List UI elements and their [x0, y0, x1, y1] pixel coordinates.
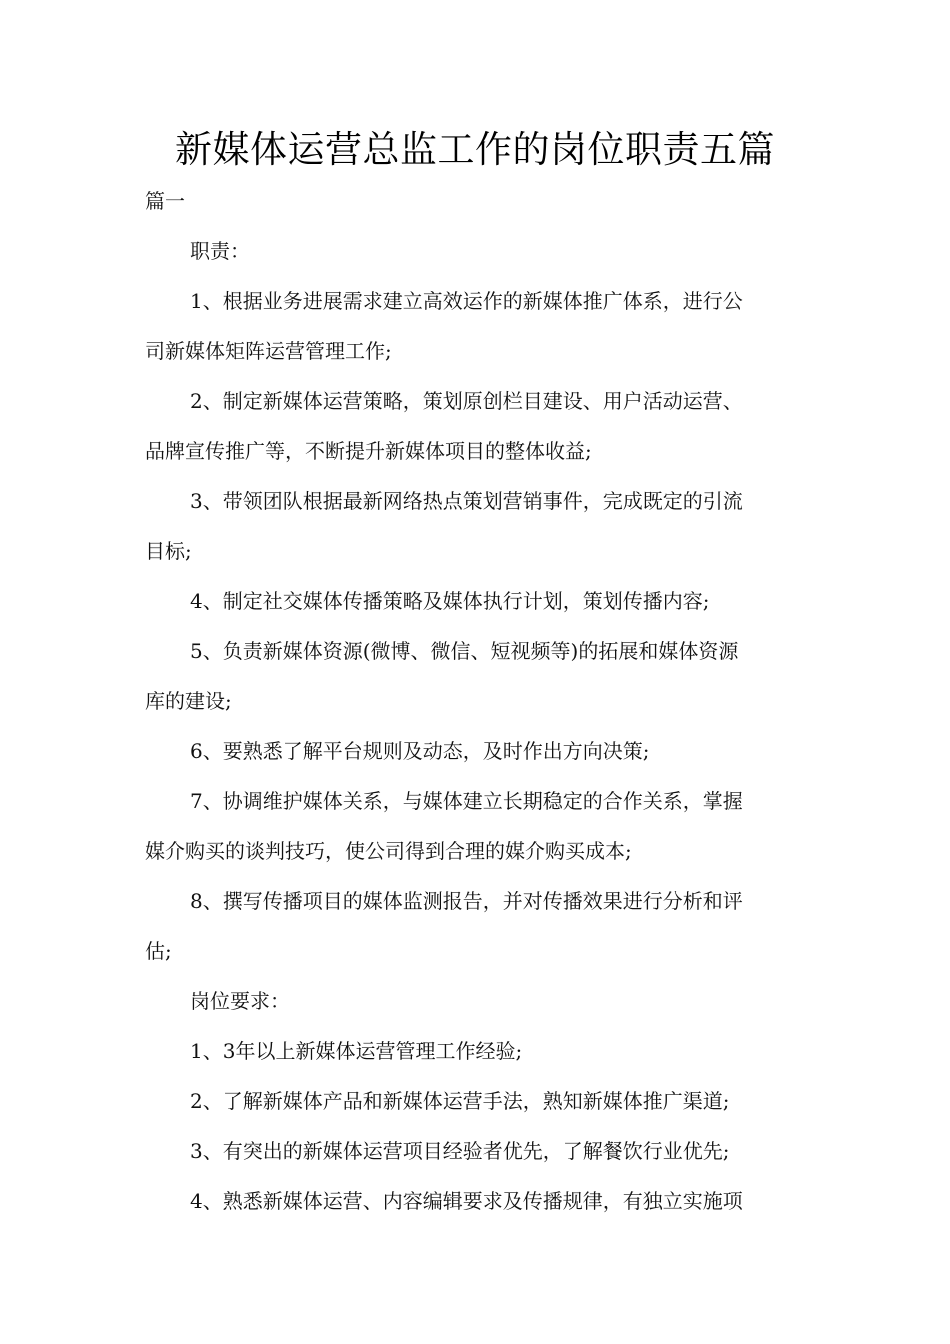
- duty-item-4-line-1: 4、制定社交媒体传播策略及媒体执行计划，策划传播内容;: [190, 589, 710, 613]
- duty-item-5-line-2: 库的建设;: [145, 689, 232, 713]
- requirement-item-1: [145, 1026, 815, 1076]
- duty-item-4: [145, 576, 815, 626]
- duty-item-3: [145, 476, 815, 576]
- requirement-item-4-text: 4、熟悉新媒体运营、内容编辑要求及传播规律，有独立实施项: [190, 1189, 743, 1213]
- requirements-heading: [145, 976, 815, 1026]
- duty-item-8-line-2: 估;: [145, 939, 172, 963]
- duty-item-5-line-1: 5、负责新媒体资源(微博、微信、短视频等)的拓展和媒体资源: [190, 639, 739, 663]
- duty-item-7-line-1: 7、协调维护媒体关系，与媒体建立长期稳定的合作关系，掌握: [190, 789, 743, 813]
- section-label-text: 篇一: [145, 189, 185, 213]
- duty-item-6-line-1: 6、要熟悉了解平台规则及动态，及时作出方向决策;: [190, 739, 650, 763]
- requirement-item-1-text: 1、3年以上新媒体运营管理工作经验;: [190, 1039, 523, 1063]
- requirement-item-2: [145, 1076, 815, 1126]
- duty-item-7-line-2: 媒介购买的谈判技巧，使公司得到合理的媒介购买成本;: [145, 839, 632, 863]
- duty-item-1: [145, 276, 815, 376]
- requirements-heading-text: 岗位要求：: [190, 989, 290, 1013]
- duty-item-7: [145, 776, 815, 876]
- duty-item-2-line-2: 品牌宣传推广等，不断提升新媒体项目的整体收益;: [145, 439, 592, 463]
- duty-item-3-line-2: 目标;: [145, 539, 192, 563]
- duty-item-6: [145, 726, 815, 776]
- requirement-item-3-text: 3、有突出的新媒体运营项目经验者优先，了解餐饮行业优先;: [190, 1139, 730, 1163]
- requirement-item-2-text: 2、了解新媒体产品和新媒体运营手法，熟知新媒体推广渠道;: [190, 1089, 730, 1113]
- duties-heading: [145, 226, 815, 276]
- duties-heading-text: 职责：: [190, 239, 250, 263]
- document-title: 新媒体运营总监工作的岗位职责五篇: [175, 128, 775, 171]
- duty-item-2: [145, 376, 815, 476]
- duty-item-1-line-1: 1、根据业务进展需求建立高效运作的新媒体推广体系，进行公: [190, 289, 743, 313]
- duty-item-3-line-1: 3、带领团队根据最新网络热点策划营销事件，完成既定的引流: [190, 489, 743, 513]
- duty-item-1-line-2: 司新媒体矩阵运营管理工作;: [145, 339, 392, 363]
- requirement-item-4: [145, 1176, 815, 1226]
- duty-item-8-line-1: 8、撰写传播项目的媒体监测报告，并对传播效果进行分析和评: [190, 889, 743, 913]
- duty-item-5: [145, 626, 815, 726]
- section-label: [145, 176, 815, 226]
- requirement-item-3: [145, 1126, 815, 1176]
- duty-item-2-line-1: 2、制定新媒体运营策略，策划原创栏目建设、用户活动运营、: [190, 389, 743, 413]
- duty-item-8: [145, 876, 815, 976]
